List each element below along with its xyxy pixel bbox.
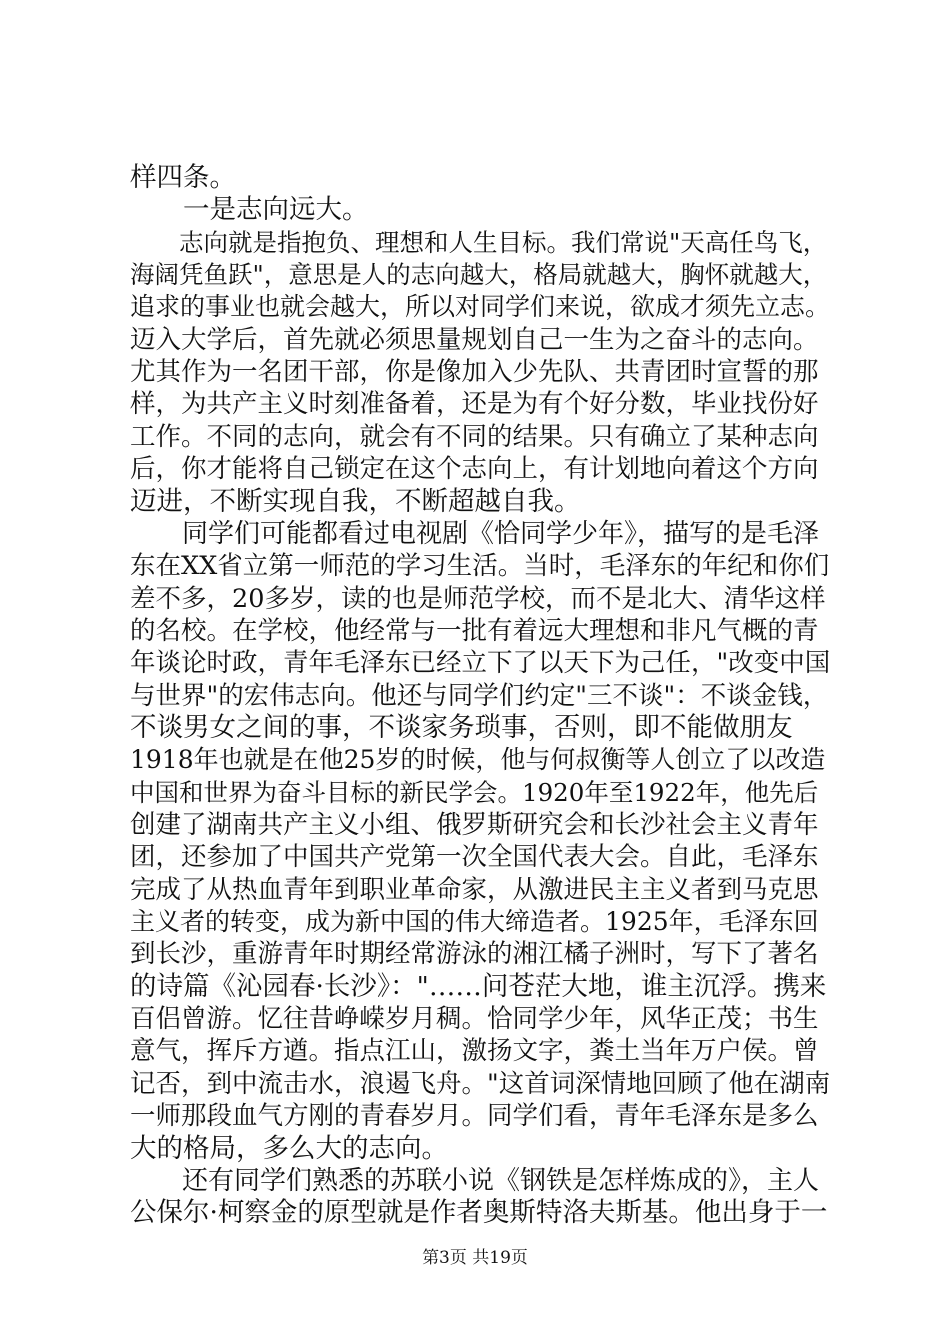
text-line: 志向就是指抱负、理想和人生目标。我们常说"天高任鸟飞，	[130, 227, 828, 257]
text-line: 的诗篇《沁园春·长沙》："……问苍茫大地，谁主沉浮。携来	[130, 970, 827, 1002]
text-line: 中国和世界为奋斗目标的新民学会。1920年至1922年，他先后	[130, 777, 819, 807]
text-line: 尤其作为一名团干部，你是像加入少先队、共青团时宣誓的那	[130, 357, 819, 388]
text-line: 不谈男女之间的事，不谈家务琐事，否则，即不能做朋友	[130, 711, 793, 743]
text-line: 一师那段血气方刚的青春岁月。同学们看，青年毛泽东是多么	[130, 1101, 819, 1132]
text-line: 的名校。在学校，他经常与一批有着远大理想和非凡气概的青	[130, 615, 819, 646]
text-line: 百侣曾游。忆往昔峥嵘岁月稠。恰同学少年，风华正茂；书生	[130, 1004, 819, 1035]
text-line: 记否，到中流击水，浪遏飞舟。"这首词深情地回顾了他在湖南	[130, 1068, 831, 1099]
text-line: 团，还参加了中国共产党第一次全国代表大会。自此，毛泽东	[130, 842, 819, 873]
text-line: 与世界"的宏伟志向。他还与同学们约定"三不谈"：不谈金钱，	[130, 680, 829, 711]
text-line: 迈进，不断实现自我，不断超越自我。	[130, 485, 581, 517]
text-line: 后，你才能将自己锁定在这个志向上，有计划地向着这个方向	[130, 454, 819, 485]
text-line: 东在XX省立第一师范的学习生活。当时，毛泽东的年纪和你们	[130, 551, 830, 582]
text-line: 样，为共产主义时刻准备着，还是为有个好分数，毕业找份好	[130, 389, 819, 420]
page-footer: 第3页 共19页	[422, 1248, 528, 1268]
text-line: 1918年也就是在他25岁的时候，他与何叔衡等人创立了以改造	[130, 745, 826, 775]
text-line: 差不多，20多岁，读的也是师范学校，而不是北大、清华这样	[130, 583, 826, 614]
text-line: 完成了从热血青年到职业革命家，从激进民主主义者到马克思	[130, 874, 819, 905]
text-line: 海阔凭鱼跃"，意思是人的志向越大，格局就越大，胸怀就越大，	[130, 260, 828, 290]
text-line: 意气，挥斥方遒。指点江山，激扬文字，粪土当年万户侯。曾	[130, 1036, 819, 1067]
text-line: 创建了湖南共产主义小组、俄罗斯研究会和长沙社会主义青年	[130, 810, 819, 840]
text-line: 迈入大学后，首先就必须思量规划自己一生为之奋斗的志向。	[130, 324, 819, 355]
text-line: 样四条。	[130, 162, 236, 193]
text-line: 主义者的转变，成为新中国的伟大缔造者。1925年，毛泽东回	[130, 907, 819, 937]
text-line: 大的格局，多么大的志向。	[130, 1132, 448, 1164]
text-line: 工作。不同的志向，就会有不同的结果。只有确立了某种志向	[130, 421, 819, 452]
text-line: 年谈论时政，青年毛泽东已经立下了以天下为己任，"改变中国	[130, 648, 831, 679]
text-line: 同学们可能都看过电视剧《恰同学少年》，描写的是毛泽	[130, 518, 820, 549]
text-line: 还有同学们熟悉的苏联小说《钢铁是怎样炼成的》，主人	[130, 1165, 820, 1196]
text-line: 一是志向远大。	[130, 194, 369, 226]
text-line: 追求的事业也就会越大，所以对同学们来说，欲成才须先立志。	[130, 292, 831, 322]
text-line: 公保尔·柯察金的原型就是作者奥斯特洛夫斯基。他出身于一	[130, 1197, 828, 1229]
text-line: 到长沙，重游青年时期经常游泳的湘江橘子洲时，写下了著名	[130, 939, 819, 970]
